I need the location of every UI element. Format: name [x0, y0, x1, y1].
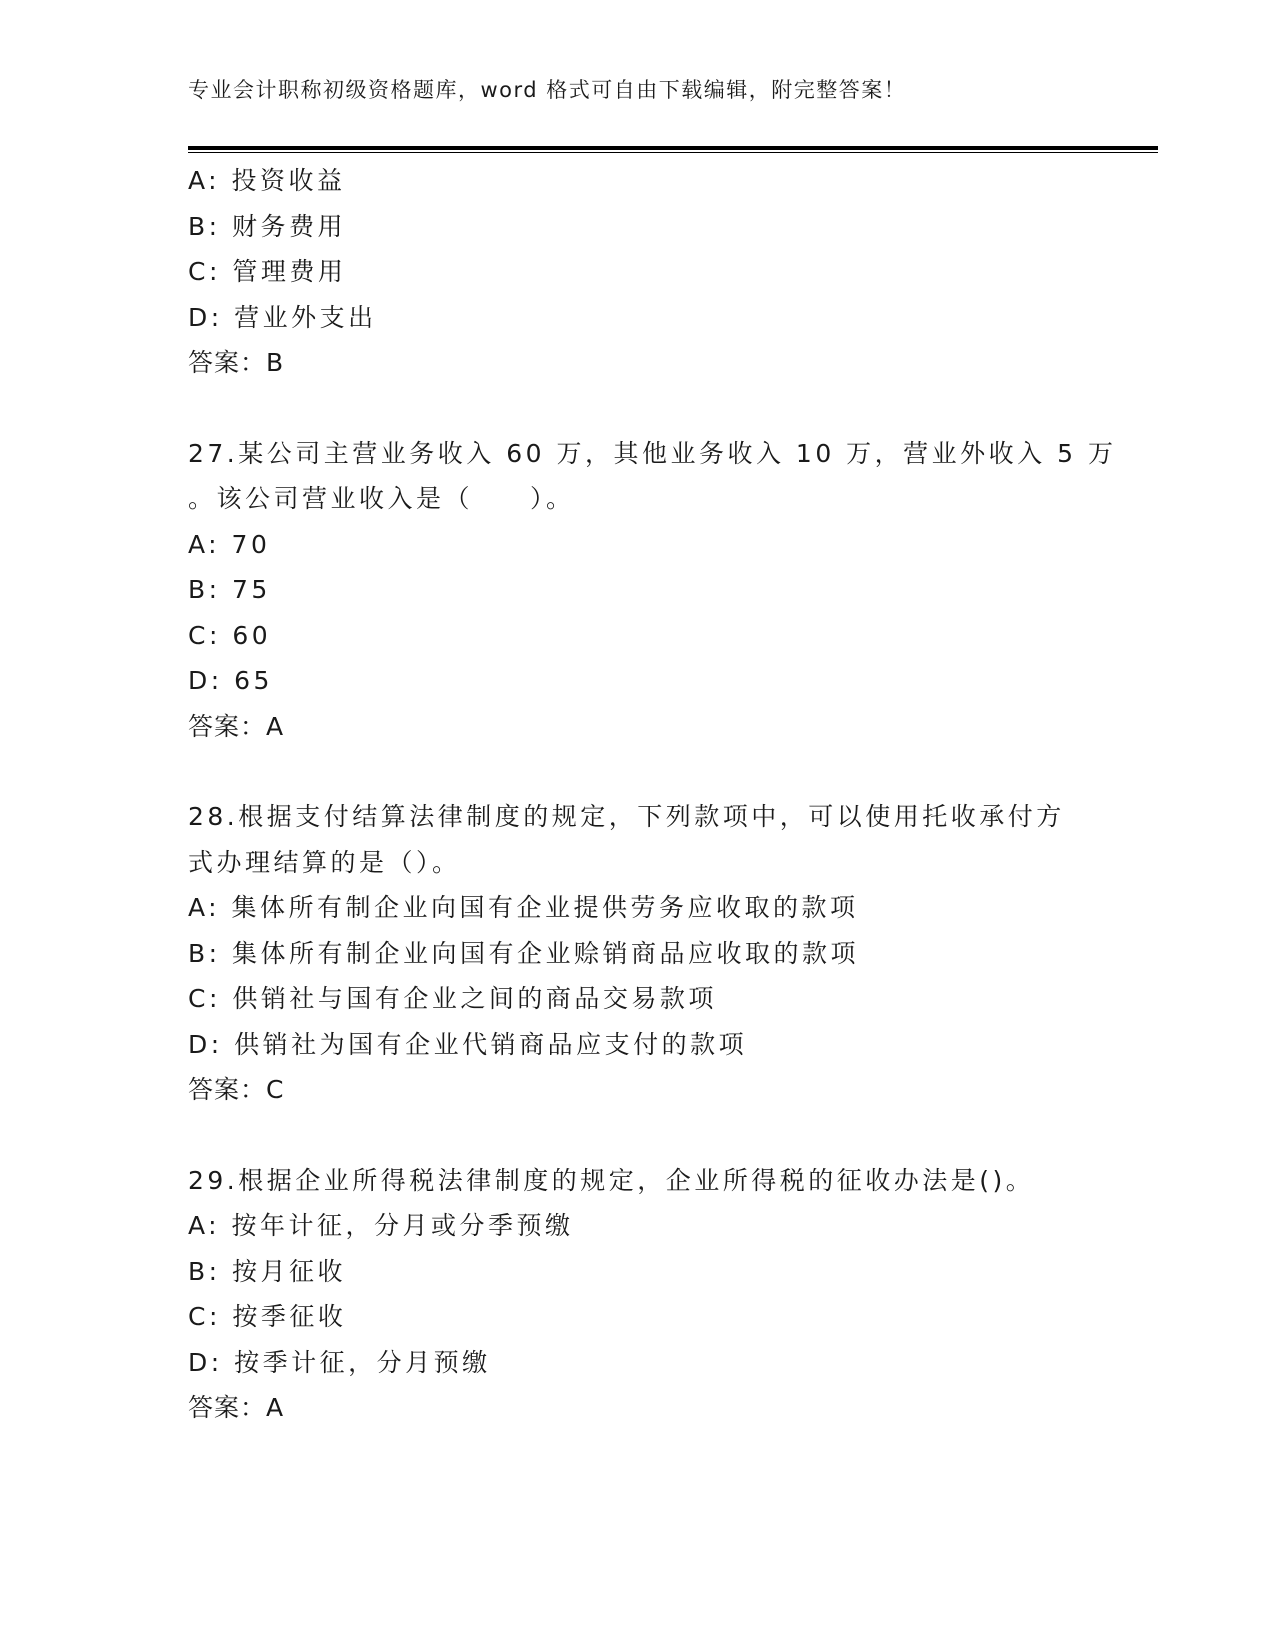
option-line: C: 按季征收 — [188, 1302, 347, 1331]
option-line: C: 供销社与国有企业之间的商品交易款项 — [188, 984, 717, 1013]
option-line: A: 集体所有制企业向国有企业提供劳务应收取的款项 — [188, 893, 859, 922]
option-line: A: 70 — [188, 529, 271, 559]
option-line: B: 集体所有制企业向国有企业赊销商品应收取的款项 — [188, 938, 860, 968]
option-line: C: 管理费用 — [188, 257, 347, 286]
option-line: A: 投资收益 — [188, 166, 346, 195]
answer-line: 答案：B — [188, 348, 285, 377]
option-line: A: 按年计征，分月或分季预缴 — [188, 1211, 574, 1240]
document-content — [188, 158, 1117, 1431]
question-stem-line: 式办理结算的是（）。 — [188, 847, 461, 877]
header-rule-thin — [188, 152, 1158, 153]
question-28 — [188, 794, 1088, 1113]
option-line: B: 75 — [188, 575, 271, 604]
question-stem-line: 27.某公司主营业务收入 60 万，其他业务收入 10 万，营业外收入 5 万 — [188, 438, 1117, 468]
header-rule-thick — [188, 146, 1158, 150]
page-header: 专业会计职称初级资格题库，word 格式可自由下载编辑，附完整答案！ — [188, 78, 907, 102]
option-line: D: 营业外支出 — [188, 302, 377, 332]
option-line: B: 财务费用 — [188, 211, 347, 241]
option-line: D: 65 — [188, 666, 273, 695]
option-line: B: 按月征收 — [188, 1256, 347, 1286]
answer-line: 答案：C — [188, 1075, 285, 1104]
question-27 — [188, 431, 1117, 750]
prev-question-block — [188, 158, 1088, 386]
question-stem-line: 29.根据企业所得税法律制度的规定，企业所得税的征收办法是()。 — [188, 1165, 1035, 1195]
option-line: D: 按季计征，分月预缴 — [188, 1347, 491, 1377]
question-stem-line: 28.根据支付结算法律制度的规定，下列款项中，可以使用托收承付方 — [188, 802, 1065, 831]
option-line: D: 供销社为国有企业代销商品应支付的款项 — [188, 1029, 748, 1059]
question-29 — [188, 1158, 1088, 1431]
option-line: C: 60 — [188, 620, 272, 650]
answer-line: 答案：A — [188, 1393, 285, 1422]
answer-line: 答案：A — [188, 711, 285, 741]
question-stem-line: 。该公司营业收入是（ ）。 — [188, 484, 575, 513]
